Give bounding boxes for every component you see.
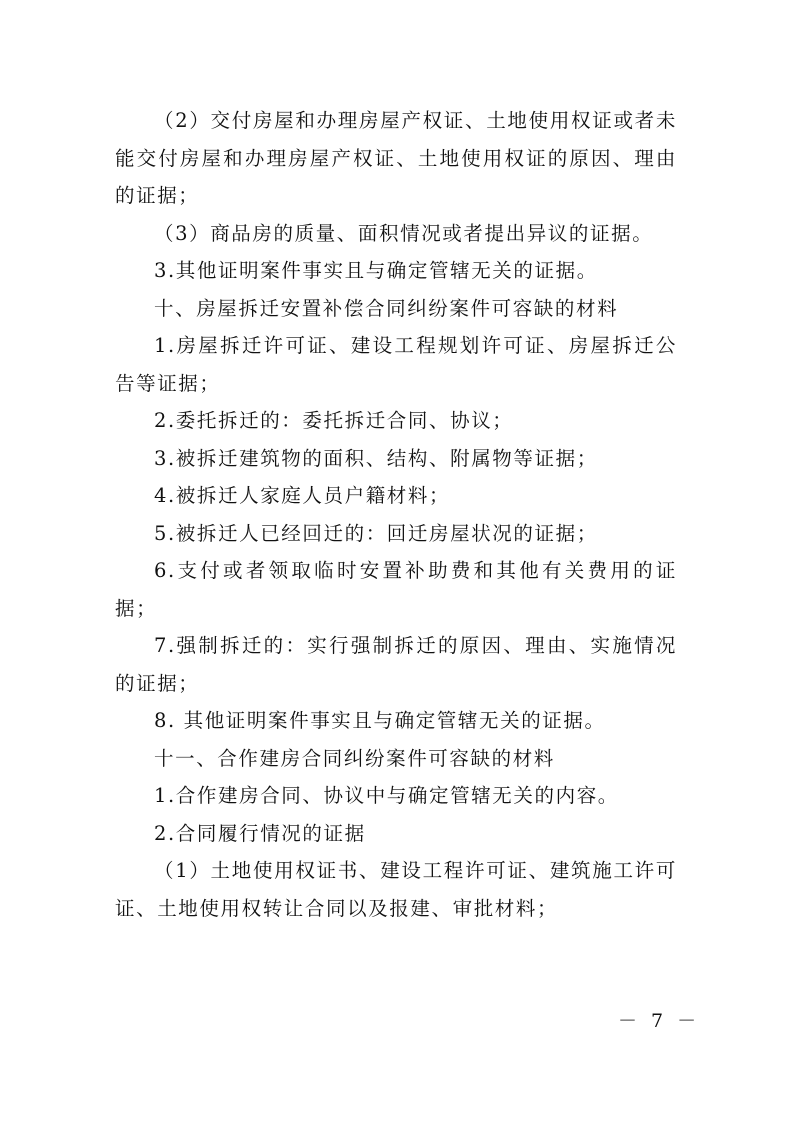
- section-heading-10: 十、房屋拆迁安置补偿合同纠纷案件可容缺的材料: [154, 296, 619, 320]
- paragraph-quality-evidence: （3）商品房的质量、面积情况或者提出异议的证据。: [154, 221, 654, 245]
- paragraph-demolition-permit: 1.房屋拆迁许可证、建设工程规划许可证、房屋拆迁公告等证据；: [115, 334, 677, 395]
- document-body: [115, 102, 677, 927]
- paragraph-other-evidence-1: 3.其他证明案件事实且与确定管辖无关的证据。: [154, 259, 598, 282]
- paragraph-performance-evidence: 2.合同履行情况的证据: [154, 821, 366, 845]
- paragraph-other-evidence-2: 8. 其他证明案件事实且与确定管辖无关的证据。: [154, 709, 606, 732]
- paragraph-building-area: 3.被拆迁建筑物的面积、结构、附属物等证据；: [154, 446, 598, 470]
- paragraph-cooperation-contract: 1.合作建房合同、协议中与确定管辖无关的内容。: [154, 784, 619, 807]
- paragraph-entrusted-demolition: 2.委托拆迁的：委托拆迁合同、协议；: [154, 409, 514, 432]
- paragraph-land-use-certificate: （1）土地使用权证书、建设工程许可证、建筑施工许可证、土地使用权转让合同以及报建、审批材料；: [115, 859, 677, 920]
- paragraph-forced-demolition: 7.强制拆迁的：实行强制拆迁的原因、理由、实施情况的证据；: [115, 634, 677, 695]
- paragraph-subsidy-payment: 6.支付或者领取临时安置补助费和其他有关费用的证据；: [115, 559, 677, 620]
- paragraph-relocation-status: 5.被拆迁人已经回迁的：回迁房屋状况的证据；: [154, 521, 598, 545]
- section-heading-11: 十一、合作建房合同纠纷案件可容缺的材料: [154, 746, 555, 770]
- paragraph-household-registry: 4.被拆迁人家庭人员户籍材料；: [154, 484, 451, 507]
- paragraph-delivery-evidence: （2）交付房屋和办理房屋产权证、土地使用权证或者未能交付房屋和办理房屋产权证、土地使用权证的原因、理由的证据；: [115, 109, 677, 207]
- page-number: － 7 －: [618, 1010, 701, 1032]
